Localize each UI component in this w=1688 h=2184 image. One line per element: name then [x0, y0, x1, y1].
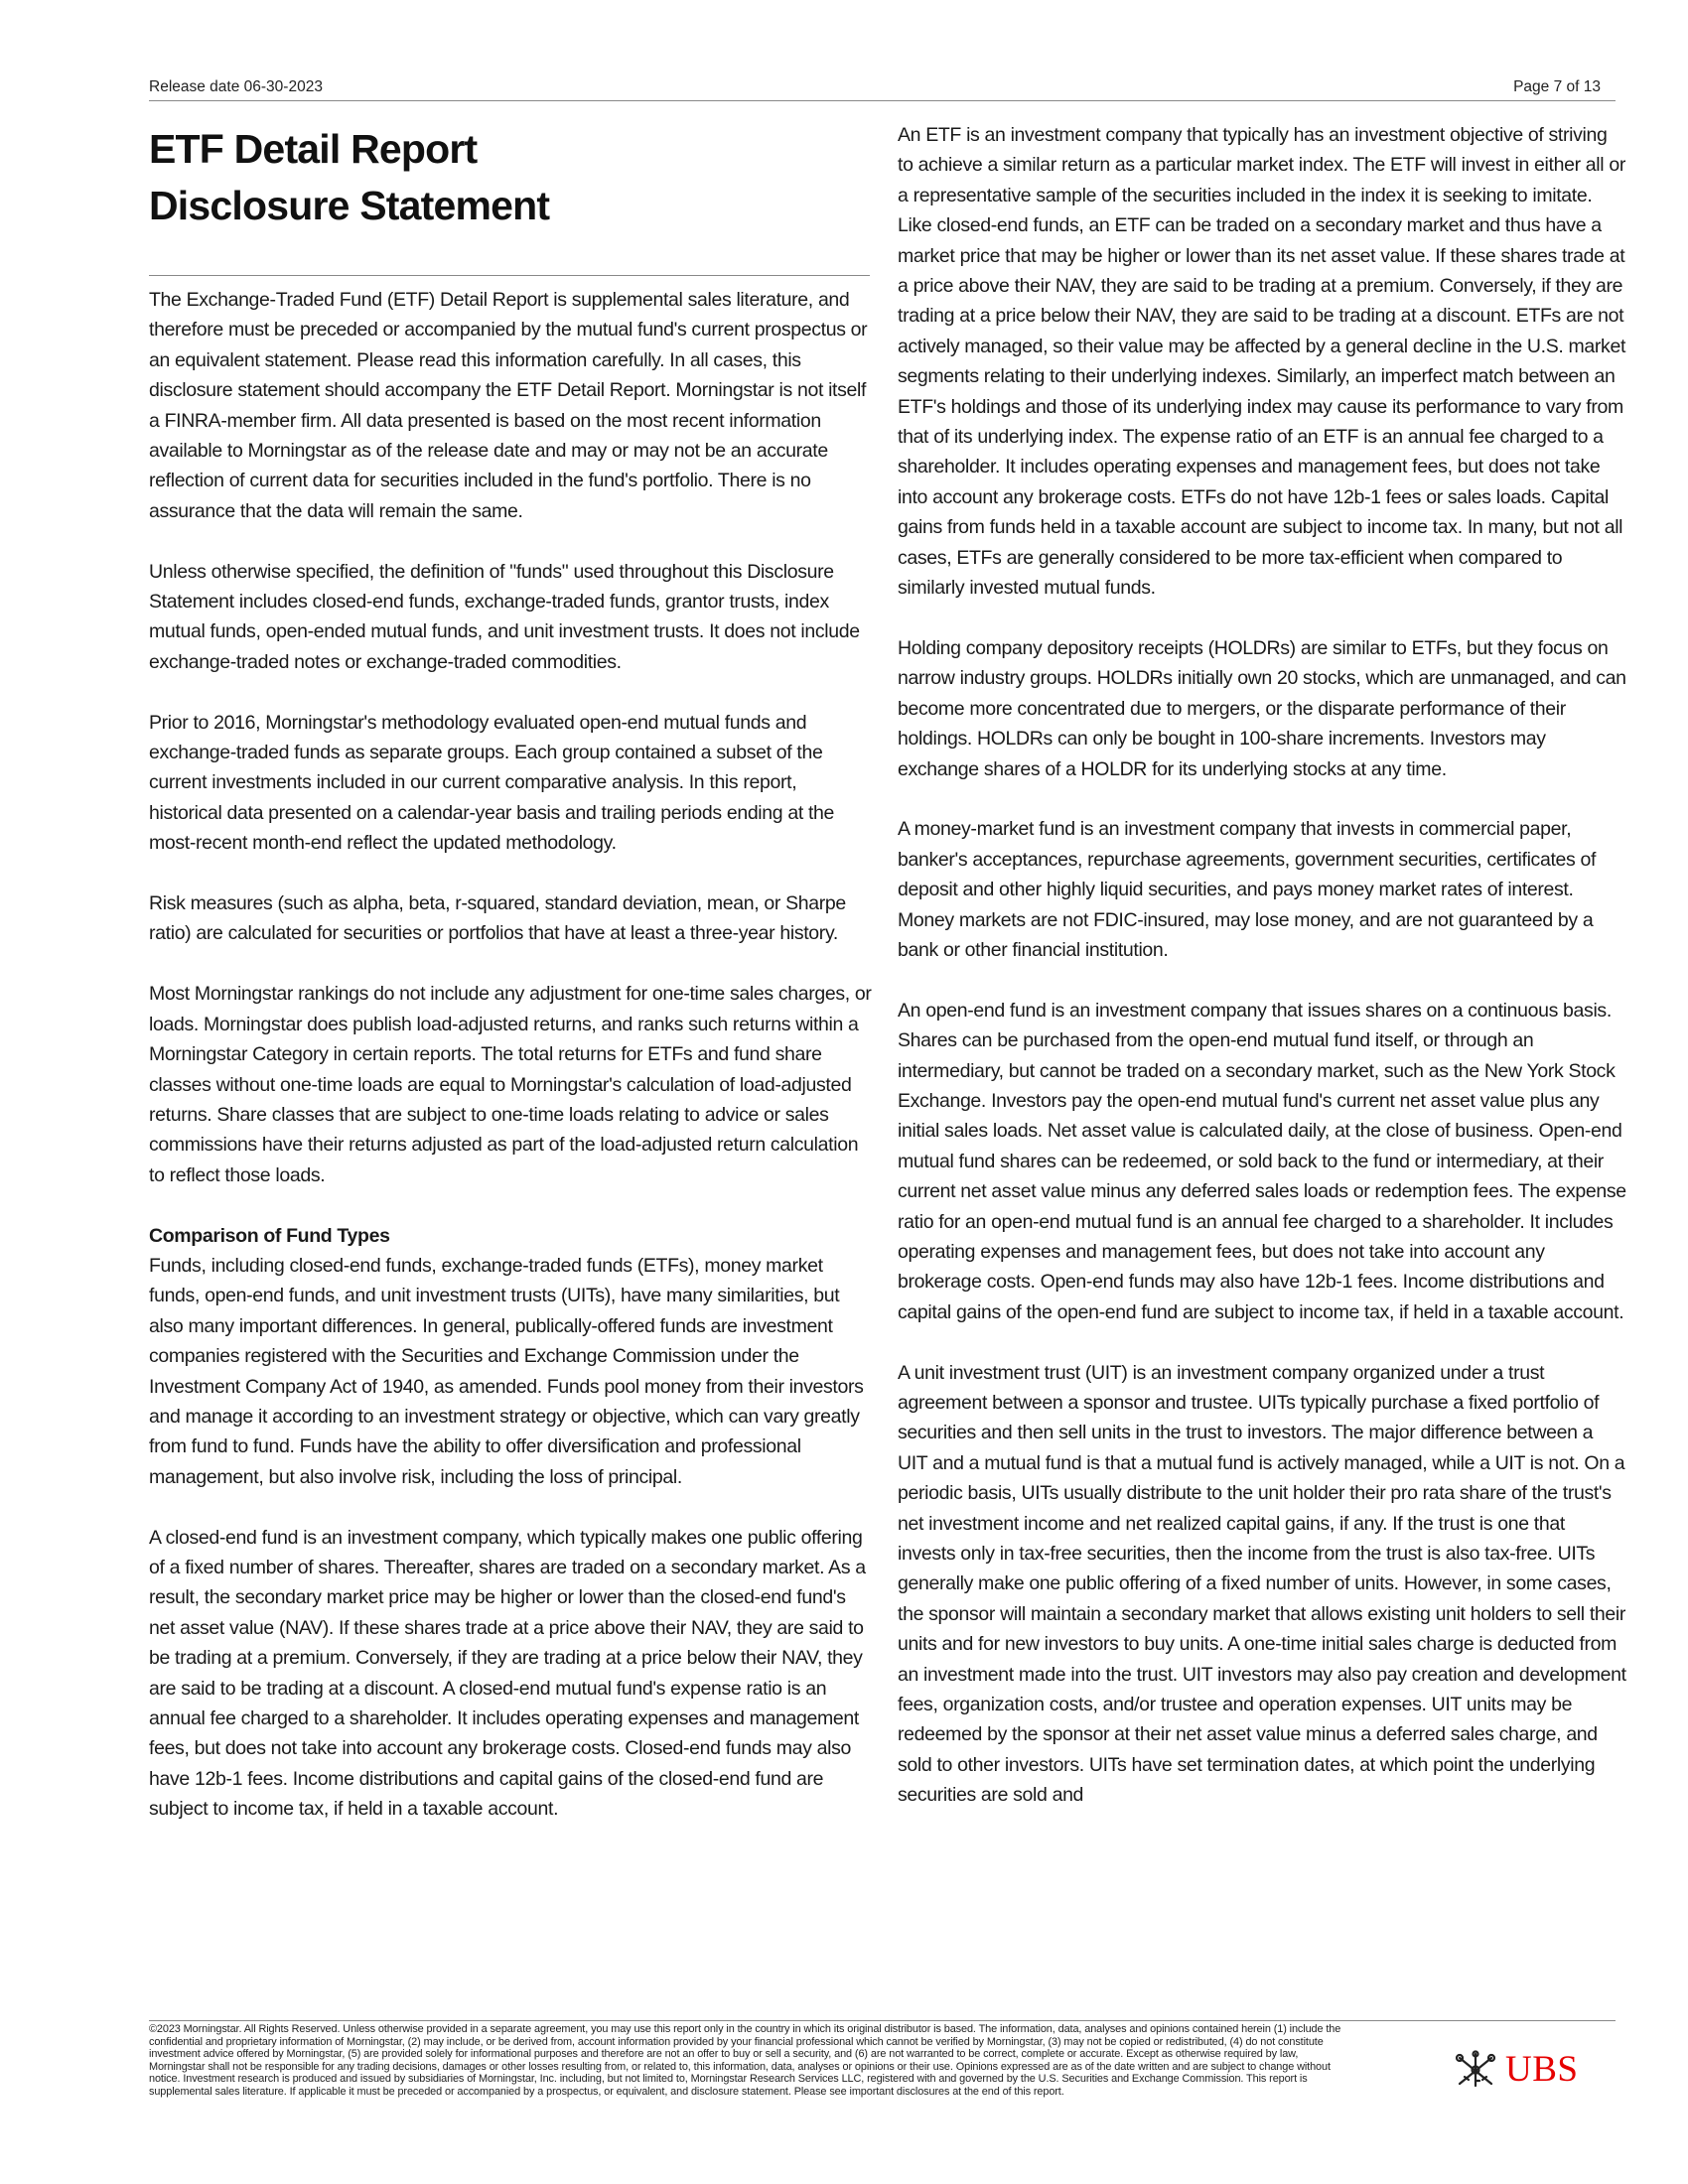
title-line-1: ETF Detail Report: [149, 126, 478, 172]
title-divider: [149, 275, 870, 276]
paragraph-rankings: Most Morningstar rankings do not include any adjustment for one-time sales charges, or loads. Morningstar does publish load-adjusted returns, and ranks such returns within a Morningstar Category in certain reports. The total returns for ETFs and fund share classes without one-time loads are equal to Morningstar's calculation of load-adjusted returns. Share classes that are subject to one-time loads relating to advice or sales commissions have their returns adjusted as part of the load-adjusted return calculation to reflect those loads.: [149, 983, 872, 1186]
footer-disclaimer: ©2023 Morningstar. All Rights Reserved. Unless otherwise provided in a separate agreement, you may use this report only in the country in which its original distributor is based. The information, data, analyses and opinions contained herein (1) include the confidential and proprietary information of Morningstar, (2) may include, or be derived from, account information provided by your financial professional which cannot be verified by Morningstar, (3) may not be copied or redistributed, (4) do not constitute investment advice offered by Morningstar, (5) are provided solely for informational purposes and therefore are not an offer to buy or sell a security, and (6) are not warranted to be correct, complete or accurate. Except as otherwise required by law, Morningstar shall not be responsible for any trading decisions, damages or other losses resulting from, or related to, this information, data, analyses or opinions or their use. Opinions expressed are as of the date written and are subject to change without notice. Investment research is produced and issued by subsidiaries of Morningstar, Inc. including, but not limited to, Morningstar Research Services LLC, registered with and governed by the U.S. Securities and Exchange Commission. This report is supplemental sales literature. If applicable it must be preceded or accompanied by a prospectus, or equivalent, and disclosure statement. Please see important disclosures at the end of this report.: [149, 2023, 1341, 2098]
ubs-logo-text: UBS: [1505, 2049, 1579, 2090]
paragraph-holdrs: Holding company depository receipts (HOLDRs) are similar to ETFs, but they focus on narrow industry groups. HOLDRs initially own 20 stocks, which are unmanaged, and can become more concentrated due to mergers, or the disparate performance of their holdings. HOLDRs can only be bought in 100-share increments. Investors may exchange shares of a HOLDR for its underlying stocks at any time.: [898, 636, 1626, 780]
section-heading-comparison: Comparison of Fund Types: [149, 1224, 390, 1247]
right-column: [898, 120, 1627, 1811]
paragraph-open-end-fund: An open-end fund is an investment company that issues shares on a continuous basis. Shares can be purchased from the open-end mutual fund itself, or through an intermediary, but cannot be traded on a secondary market, such as the New York Stock Exchange. Investors pay the open-end mutual fund's current net asset value plus any initial sales loads. Net asset value is calculated daily, at the close of business. Open-end mutual fund shares can be redeemed, or sold back to the fund or intermediary, at their current net asset value minus any deferred sales loads or redemption fees. The expense ratio for an open-end mutual fund is an annual fee charged to a shareholder. It includes operating expenses and management fees, but does not take into account any brokerage costs. Open-end funds may also have 12b-1 fees. Income distributions and capital gains of the open-end fund are subject to income tax, if held in a taxable account.: [898, 999, 1626, 1323]
paragraph-funds-definition: Unless otherwise specified, the definition of "funds" used throughout this Disclosure Statement includes closed-end funds, exchange-traded funds, grantor trusts, index mutual funds, open-ended mutual funds, and unit investment trusts. It does not include exchange-traded notes or exchange-traded commodities.: [149, 560, 860, 673]
paragraph-etf: An ETF is an investment company that typically has an investment objective of striving to achieve a similar return as a particular market index. The ETF will invest in either all or a representative sample of the securities included in the index it is seeking to imitate. Like closed-end funds, an ETF can be traded on a secondary market and thus have a market price that may be higher or lower than its net asset value. If these shares trade at a price above their NAV, they are said to be trading at a premium. Conversely, if they are trading at a price below their NAV, they are said to be trading at a discount. ETFs are not actively managed, so their value may be affected by a general decline in the U.S. market segments relating to their underlying indexes. Similarly, an imperfect match between an ETF's holdings and those of its underlying index may cause its performance to vary from that of its underlying index. The expense ratio of an ETF is an annual fee charged to a shareholder. It includes operating expenses and management fees, but does not take into account any brokerage costs. ETFs do not have 12b-1 fees or sales loads. Capital gains from funds held in a taxable account are subject to income tax. In many, but not all cases, ETFs are generally considered to be more tax-efficient when compared to similarly invested mutual funds.: [898, 124, 1626, 600]
release-date: Release date 06-30-2023: [149, 78, 323, 95]
ubs-keys-icon: [1452, 2050, 1499, 2090]
paragraph-money-market: A money-market fund is an investment company that invests in commercial paper, banker's acceptances, repurchase agreements, government securities, certificates of deposit and other highly liquid securities, and pays money market rates of interest. Money markets are not FDIC-insured, may lose money, and are not guaranteed by a bank or other financial institution.: [898, 818, 1597, 961]
paragraph-uit: A unit investment trust (UIT) is an investment company organized under a trust agreement between a sponsor and trustee. UITs typically purchase a fixed portfolio of securities and then sell units in the trust to investors. The major difference between a UIT and a mutual fund is that a mutual fund is actively managed, while a UIT is not. On a periodic basis, UITs usually distribute to the unit holder their pro rata share of the trust's net investment income and net realized capital gains, if any. If the trust is one that invests only in tax-free securities, then the income from the trust is also tax-free. UITs generally make one public offering of a fixed number of units. However, in some cases, the sponsor will maintain a secondary market that allows existing unit holders to sell their units and for new investors to buy units. A one-time initial sales charge is deducted from an investment made into the trust. UIT investors may also pay creation and development fees, organization costs, and/or trustee and operation expenses. UIT units may be redeemed by the sponsor at their net asset value minus a deferred sales charge, and sold to other investors. UITs have set termination dates, at which point the underlying securities are sold and: [898, 1361, 1626, 1807]
title-line-2: Disclosure Statement: [149, 183, 550, 228]
page-title: [149, 121, 549, 234]
paragraph-risk-measures: Risk measures (such as alpha, beta, r-squared, standard deviation, mean, or Sharpe ratio) are calculated for securities or portfolios that have at least a three-year history.: [149, 892, 846, 945]
paragraph-closed-end-fund: A closed-end fund is an investment company, which typically makes one public offering of a fixed number of shares. Thereafter, shares are traded on a secondary market. As a result, the secondary market price may be higher or lower than the closed-end fund's net asset value (NAV). If these shares trade at a price above their NAV, they are said to be trading at a premium. Conversely, if they are trading at a price below their NAV, they are said to be trading at a discount. A closed-end mutual fund's expense ratio is an annual fee charged to a shareholder. It includes operating expenses and management fees, but does not take into account any brokerage costs. Closed-end funds may also have 12b-1 fees. Income distributions and capital gains of the closed-end fund are subject to income tax, if held in a taxable account.: [149, 1526, 866, 1821]
paragraph-report-intro: The Exchange-Traded Fund (ETF) Detail Report is supplemental sales literature, and therefore must be preceded or accompanied by the mutual fund's current prospectus or an equivalent statement. Please read this information carefully. In all cases, this disclosure statement should accompany the ETF Detail Report. Morningstar is not itself a FINRA-member firm. All data presented is based on the most recent information available to Morningstar as of the release date and may or may not be an accurate reflection of current data for securities included in the fund's portfolio. There is no assurance that the data will remain the same.: [149, 289, 868, 522]
ubs-logo: [1452, 2048, 1578, 2091]
paragraph-methodology: Prior to 2016, Morningstar's methodology evaluated open-end mutual funds and exchange-traded funds as separate groups. Each group contained a subset of the current investments included in our current comparative analysis. In this report, historical data presented on a calendar-year basis and trailing periods ending at the most-recent month-end reflect the updated methodology.: [149, 711, 835, 855]
left-column: [149, 285, 872, 1825]
header-divider: [149, 100, 1616, 101]
footer-divider: [149, 2020, 1616, 2021]
paragraph-fund-types: Funds, including closed-end funds, exchange-traded funds (ETFs), money market funds, open-end funds, and unit investment trusts (UITs), have many similarities, but also many important differences. In general, publically-offered funds are investment companies registered with the Securities and Exchange Commission under the Investment Company Act of 1940, as amended. Funds pool money from their investors and manage it according to an investment strategy or objective, which can vary greatly from fund to fund. Funds have the ability to offer diversification and professional management, but also involve risk, including the loss of principal.: [149, 1254, 864, 1488]
page-number: Page 7 of 13: [1513, 78, 1601, 95]
